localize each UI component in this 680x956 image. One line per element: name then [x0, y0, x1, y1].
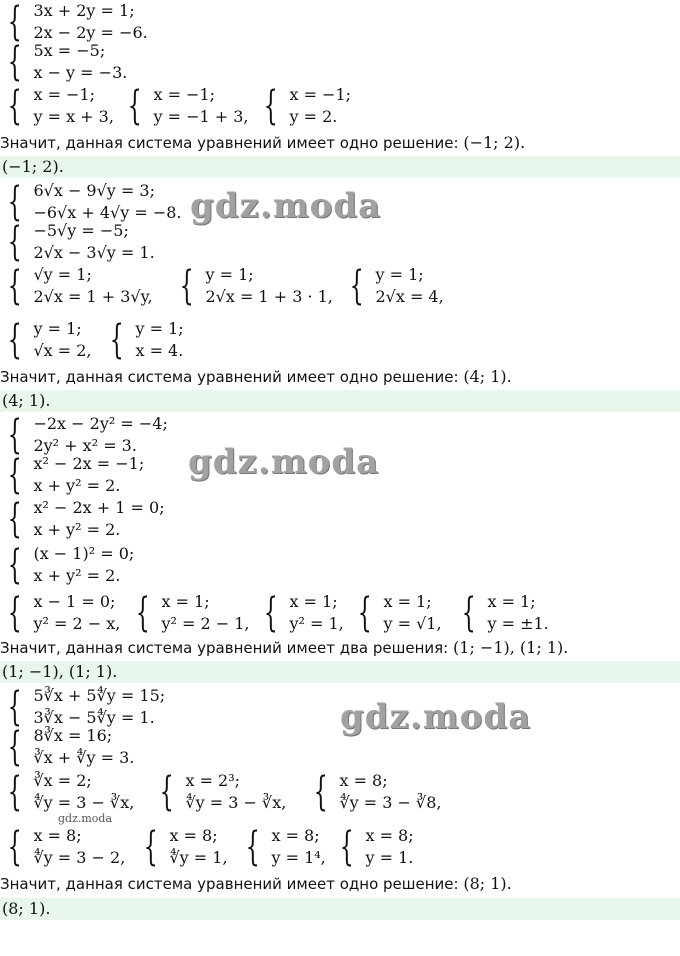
brace: { — [7, 542, 22, 588]
equation: x = 8; — [169, 826, 218, 845]
watermark: gdz.moda — [340, 697, 532, 737]
equation: −6√x + 4√y = −8. — [33, 203, 182, 222]
equation: x − y = −3. — [33, 63, 128, 82]
equation: y = 1; — [205, 265, 254, 284]
conclusion-math: (8; 1). — [463, 874, 512, 893]
equation: 2√x = 1 + 3 · 1, — [205, 287, 333, 306]
equation: y = −1 + 3, — [153, 107, 249, 126]
equation: x = −1; — [289, 85, 352, 104]
system-3-5b — [130, 591, 250, 635]
equation: y² = 2 − 1, — [161, 614, 250, 633]
system-4-3b — [154, 770, 286, 814]
system-3-3 — [2, 497, 165, 541]
brace: { — [7, 724, 22, 770]
system-3-5a — [2, 591, 120, 635]
brace: { — [7, 590, 22, 636]
brace: { — [7, 496, 22, 542]
system-1-2 — [2, 40, 127, 84]
equation: ∜y = 1, — [169, 848, 228, 867]
conclusion-2 — [0, 367, 512, 386]
equation: 6√x − 9√y = 3; — [33, 181, 155, 200]
system-3-5e — [456, 591, 549, 635]
equation: y² = 1, — [289, 614, 344, 633]
system-4-1 — [2, 685, 165, 729]
brace: { — [135, 590, 150, 636]
equation: 3∛x − 5∜y = 1. — [33, 708, 155, 727]
equation: y² = 2 − x, — [33, 614, 121, 633]
equation: 3x + 2y = 1; — [33, 1, 135, 20]
conclusion-text: Значит, данная система уравнений имеет одно решение: — [0, 368, 459, 386]
brace: { — [7, 179, 22, 225]
conclusion-math: (4; 1). — [463, 367, 512, 386]
conclusion-text: Значит, данная система уравнений имеет одно решение: — [0, 875, 459, 893]
equation: x = −1; — [33, 85, 96, 104]
conclusion-math: (1; −1), (1; 1). — [453, 638, 569, 657]
equation: x = 4. — [135, 341, 184, 360]
brace: { — [7, 317, 22, 363]
system-4-4a — [2, 825, 125, 869]
equation: x = 2³; — [185, 771, 241, 790]
equation: x² − 2x + 1 = 0; — [33, 498, 165, 517]
system-1-3a — [2, 84, 114, 128]
equation: y = 2. — [289, 107, 338, 126]
brace: { — [7, 39, 22, 85]
brace: { — [7, 83, 22, 129]
equation: 2x − 2y = −6. — [33, 23, 148, 42]
brace: { — [263, 590, 278, 636]
system-4-4d — [334, 825, 414, 869]
equation: (x − 1)² = 0; — [33, 544, 135, 563]
system-2-4a — [2, 318, 92, 362]
equation: x = 1; — [289, 592, 338, 611]
equation: x + y² = 2. — [33, 566, 121, 585]
brace: { — [7, 219, 22, 265]
conclusion-1 — [0, 133, 525, 152]
equation: ∜y = 3 − ∛x, — [185, 793, 287, 812]
answer-row-2 — [0, 390, 680, 412]
equation: 2√x = 1 + 3√y, — [33, 287, 153, 306]
equation: −5√y = −5; — [33, 221, 129, 240]
system-3-1 — [2, 413, 168, 457]
answer-row-4 — [0, 898, 680, 920]
equation: y = 1. — [365, 848, 414, 867]
equation: y = ±1. — [487, 614, 549, 633]
equation: ∛x + ∜y = 3. — [33, 748, 135, 767]
brace: { — [109, 317, 124, 363]
equation: 5x = −5; — [33, 41, 106, 60]
system-3-4 — [2, 543, 134, 587]
brace: { — [349, 263, 364, 309]
equation: y = 1; — [375, 265, 424, 284]
equation: y = 1⁴, — [271, 848, 326, 867]
system-3-2 — [2, 453, 144, 497]
equation: 2√x = 4, — [375, 287, 444, 306]
system-2-3c — [344, 264, 444, 308]
equation: x² − 2x = −1; — [33, 454, 145, 473]
equation: √y = 1; — [33, 265, 92, 284]
equation: ∜y = 3 − ∛8, — [339, 793, 442, 812]
brace: { — [179, 263, 194, 309]
conclusion-text: Значит, данная система уравнений имеет два решения: — [0, 639, 449, 657]
brace: { — [339, 824, 354, 870]
system-2-3a — [2, 264, 153, 308]
brace: { — [7, 824, 22, 870]
conclusion-3 — [0, 638, 568, 657]
equation: x + y² = 2. — [33, 476, 121, 495]
system-3-5c — [258, 591, 344, 635]
system-4-2 — [2, 725, 134, 769]
answer: (8; 1). — [2, 899, 51, 918]
system-4-4b — [138, 825, 228, 869]
brace: { — [263, 83, 278, 129]
system-2-1 — [2, 180, 182, 224]
equation: 2y² + x² = 3. — [33, 436, 137, 455]
system-3-5d — [352, 591, 442, 635]
equation: x = 1; — [161, 592, 210, 611]
equation: x = 1; — [487, 592, 536, 611]
watermark: gdz.moda — [190, 186, 382, 226]
equation: y = x + 3, — [33, 107, 114, 126]
equation: √x = 2, — [33, 341, 92, 360]
system-2-3b — [174, 264, 333, 308]
brace: { — [461, 590, 476, 636]
system-1-3b — [122, 84, 249, 128]
brace: { — [313, 769, 328, 815]
equation: x = 8; — [339, 771, 388, 790]
conclusion-math: (−1; 2). — [463, 133, 526, 152]
brace: { — [7, 0, 22, 45]
equation: y = 1; — [33, 319, 82, 338]
watermark-small: gdz.moda — [58, 812, 113, 825]
brace: { — [127, 83, 142, 129]
system-4-3a — [2, 770, 134, 814]
system-2-4b — [104, 318, 184, 362]
brace: { — [7, 769, 22, 815]
brace: { — [7, 684, 22, 730]
system-1-1 — [2, 0, 148, 44]
equation: 2√x − 3√y = 1. — [33, 243, 155, 262]
system-4-3c — [308, 770, 441, 814]
equation: y = 1; — [135, 319, 184, 338]
answer: (1; −1), (1; 1). — [2, 662, 118, 681]
equation: 8∛x = 16; — [33, 726, 113, 745]
brace: { — [357, 590, 372, 636]
watermark: gdz.moda — [188, 442, 380, 482]
equation: x + y² = 2. — [33, 520, 121, 539]
answer: (−1; 2). — [2, 157, 64, 176]
equation: x − 1 = 0; — [33, 592, 116, 611]
brace: { — [143, 824, 158, 870]
equation: x = −1; — [153, 85, 216, 104]
system-4-4c — [240, 825, 326, 869]
equation: 5∛x + 5∜y = 15; — [33, 686, 166, 705]
equation: x = 1; — [383, 592, 432, 611]
equation: ∛x = 2; — [33, 771, 92, 790]
system-2-2 — [2, 220, 155, 264]
equation: y = √1, — [383, 614, 442, 633]
equation: x = 8; — [33, 826, 82, 845]
answer-row-1 — [0, 156, 680, 178]
equation: −2x − 2y² = −4; — [33, 414, 168, 433]
brace: { — [7, 263, 22, 309]
equation: ∜y = 3 − ∛x, — [33, 793, 135, 812]
brace: { — [7, 412, 22, 458]
conclusion-text: Значит, данная система уравнений имеет одно решение: — [0, 134, 459, 152]
system-1-3c — [258, 84, 351, 128]
equation: ∜y = 3 − 2, — [33, 848, 126, 867]
answer-row-3 — [0, 661, 680, 683]
brace: { — [245, 824, 260, 870]
equation: x = 8; — [271, 826, 320, 845]
answer: (4; 1). — [2, 391, 51, 410]
conclusion-4 — [0, 874, 512, 893]
brace: { — [159, 769, 174, 815]
brace: { — [7, 452, 22, 498]
equation: x = 8; — [365, 826, 414, 845]
